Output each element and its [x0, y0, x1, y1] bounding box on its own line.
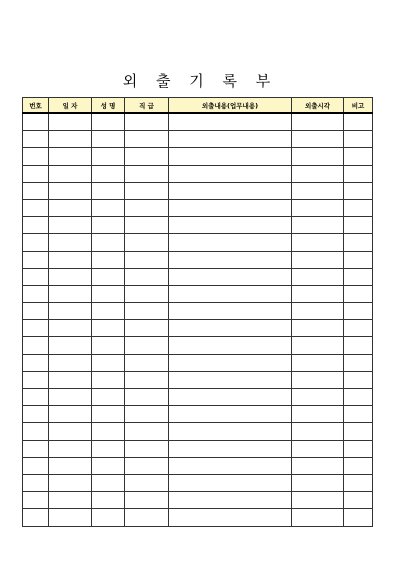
table-row — [23, 354, 373, 371]
cell-content[interactable] — [169, 285, 292, 302]
cell-rank[interactable] — [125, 268, 169, 285]
cell-rank[interactable] — [125, 182, 169, 199]
cell-time[interactable] — [292, 440, 344, 457]
column-header-time: 외출시각 — [292, 98, 344, 114]
column-header-no: 번호 — [23, 98, 49, 114]
cell-rank[interactable] — [125, 440, 169, 457]
cell-date[interactable] — [49, 492, 92, 509]
cell-rank[interactable] — [125, 131, 169, 148]
table-row — [23, 268, 373, 285]
cell-time[interactable] — [292, 131, 344, 148]
cell-no[interactable] — [23, 148, 49, 165]
cell-date[interactable] — [49, 509, 92, 526]
cell-time[interactable] — [292, 113, 344, 131]
cell-content[interactable] — [169, 474, 292, 491]
cell-content[interactable] — [169, 251, 292, 268]
cell-note[interactable] — [344, 509, 373, 526]
cell-time[interactable] — [292, 509, 344, 526]
cell-no[interactable] — [23, 234, 49, 251]
cell-rank[interactable] — [125, 199, 169, 216]
cell-date[interactable] — [49, 320, 92, 337]
cell-content[interactable] — [169, 492, 292, 509]
cell-date[interactable] — [49, 199, 92, 216]
table-row — [23, 371, 373, 388]
cell-rank[interactable] — [125, 474, 169, 491]
cell-time[interactable] — [292, 234, 344, 251]
column-header-content: 외출내용(업무내용) — [169, 98, 292, 114]
cell-rank[interactable] — [125, 251, 169, 268]
cell-rank[interactable] — [125, 354, 169, 371]
cell-name[interactable] — [92, 303, 125, 320]
cell-rank[interactable] — [125, 234, 169, 251]
cell-content[interactable] — [169, 354, 292, 371]
table-row — [23, 320, 373, 337]
cell-rank[interactable] — [125, 303, 169, 320]
cell-content[interactable] — [169, 457, 292, 474]
cell-no[interactable] — [23, 492, 49, 509]
cell-rank[interactable] — [125, 509, 169, 526]
cell-name[interactable] — [92, 182, 125, 199]
cell-no[interactable] — [23, 389, 49, 406]
cell-name[interactable] — [92, 492, 125, 509]
cell-content[interactable] — [169, 234, 292, 251]
cell-note[interactable] — [344, 440, 373, 457]
cell-content[interactable] — [169, 337, 292, 354]
cell-note[interactable] — [344, 234, 373, 251]
column-header-name: 성 명 — [92, 98, 125, 114]
cell-no[interactable] — [23, 113, 49, 131]
table-row — [23, 389, 373, 406]
page-title: 외 출 기 록 부 — [122, 72, 278, 90]
cell-name[interactable] — [92, 148, 125, 165]
cell-date[interactable] — [49, 165, 92, 182]
cell-content[interactable] — [169, 371, 292, 388]
table-row — [23, 303, 373, 320]
cell-time[interactable] — [292, 423, 344, 440]
cell-content[interactable] — [169, 131, 292, 148]
cell-no[interactable] — [23, 474, 49, 491]
cell-name[interactable] — [92, 423, 125, 440]
cell-no[interactable] — [23, 406, 49, 423]
table-row — [23, 131, 373, 148]
cell-name[interactable] — [92, 474, 125, 491]
cell-content[interactable] — [169, 509, 292, 526]
cell-date[interactable] — [49, 268, 92, 285]
cell-no[interactable] — [23, 285, 49, 302]
cell-no[interactable] — [23, 217, 49, 234]
cell-rank[interactable] — [125, 371, 169, 388]
table-row — [23, 251, 373, 268]
cell-name[interactable] — [92, 440, 125, 457]
cell-date[interactable] — [49, 303, 92, 320]
cell-name[interactable] — [92, 234, 125, 251]
cell-content[interactable] — [169, 320, 292, 337]
cell-name[interactable] — [92, 371, 125, 388]
cell-no[interactable] — [23, 371, 49, 388]
cell-rank[interactable] — [125, 337, 169, 354]
cell-name[interactable] — [92, 251, 125, 268]
table-row — [23, 165, 373, 182]
table-row — [23, 440, 373, 457]
cell-note[interactable] — [344, 285, 373, 302]
cell-content[interactable] — [169, 217, 292, 234]
cell-time[interactable] — [292, 406, 344, 423]
cell-note[interactable] — [344, 165, 373, 182]
table-row — [23, 234, 373, 251]
table-row — [23, 285, 373, 302]
cell-content[interactable] — [169, 440, 292, 457]
cell-date[interactable] — [49, 337, 92, 354]
cell-date[interactable] — [49, 148, 92, 165]
cell-note[interactable] — [344, 268, 373, 285]
cell-time[interactable] — [292, 217, 344, 234]
cell-date[interactable] — [49, 474, 92, 491]
cell-name[interactable] — [92, 285, 125, 302]
cell-no[interactable] — [23, 131, 49, 148]
cell-time[interactable] — [292, 371, 344, 388]
table-row — [23, 457, 373, 474]
cell-name[interactable] — [92, 337, 125, 354]
cell-name[interactable] — [92, 320, 125, 337]
cell-no[interactable] — [23, 199, 49, 216]
cell-name[interactable] — [92, 389, 125, 406]
cell-no[interactable] — [23, 457, 49, 474]
cell-time[interactable] — [292, 492, 344, 509]
table-row — [23, 509, 373, 526]
cell-date[interactable] — [49, 371, 92, 388]
cell-date[interactable] — [49, 457, 92, 474]
cell-time[interactable] — [292, 389, 344, 406]
cell-note[interactable] — [344, 457, 373, 474]
cell-no[interactable] — [23, 251, 49, 268]
table-row — [23, 148, 373, 165]
cell-content[interactable] — [169, 182, 292, 199]
cell-content[interactable] — [169, 423, 292, 440]
cell-rank[interactable] — [125, 457, 169, 474]
cell-rank[interactable] — [125, 423, 169, 440]
cell-no[interactable] — [23, 303, 49, 320]
cell-content[interactable] — [169, 268, 292, 285]
cell-date[interactable] — [49, 182, 92, 199]
cell-date[interactable] — [49, 251, 92, 268]
cell-date[interactable] — [49, 217, 92, 234]
cell-content[interactable] — [169, 199, 292, 216]
cell-note[interactable] — [344, 199, 373, 216]
cell-note[interactable] — [344, 251, 373, 268]
cell-name[interactable] — [92, 131, 125, 148]
cell-note[interactable] — [344, 320, 373, 337]
column-header-date: 일 자 — [49, 98, 92, 114]
cell-date[interactable] — [49, 285, 92, 302]
column-header-rank: 직 급 — [125, 98, 169, 114]
cell-time[interactable] — [292, 148, 344, 165]
cell-content[interactable] — [169, 303, 292, 320]
cell-name[interactable] — [92, 165, 125, 182]
cell-no[interactable] — [23, 337, 49, 354]
cell-date[interactable] — [49, 354, 92, 371]
table-row — [23, 199, 373, 216]
cell-note[interactable] — [344, 474, 373, 491]
cell-content[interactable] — [169, 148, 292, 165]
cell-note[interactable] — [344, 492, 373, 509]
cell-rank[interactable] — [125, 285, 169, 302]
cell-no[interactable] — [23, 354, 49, 371]
cell-rank[interactable] — [125, 320, 169, 337]
cell-no[interactable] — [23, 165, 49, 182]
cell-name[interactable] — [92, 457, 125, 474]
cell-no[interactable] — [23, 509, 49, 526]
cell-note[interactable] — [344, 113, 373, 131]
cell-content[interactable] — [169, 389, 292, 406]
cell-time[interactable] — [292, 285, 344, 302]
cell-note[interactable] — [344, 182, 373, 199]
cell-name[interactable] — [92, 113, 125, 131]
cell-date[interactable] — [49, 440, 92, 457]
cell-note[interactable] — [344, 354, 373, 371]
table-row — [23, 182, 373, 199]
cell-time[interactable] — [292, 268, 344, 285]
table-row — [23, 492, 373, 509]
cell-no[interactable] — [23, 440, 49, 457]
cell-date[interactable] — [49, 234, 92, 251]
cell-note[interactable] — [344, 371, 373, 388]
cell-name[interactable] — [92, 406, 125, 423]
cell-time[interactable] — [292, 320, 344, 337]
table-row — [23, 113, 373, 131]
cell-content[interactable] — [169, 406, 292, 423]
cell-name[interactable] — [92, 509, 125, 526]
table-row — [23, 337, 373, 354]
table-row — [23, 423, 373, 440]
cell-note[interactable] — [344, 389, 373, 406]
cell-time[interactable] — [292, 165, 344, 182]
cell-note[interactable] — [344, 303, 373, 320]
cell-date[interactable] — [49, 406, 92, 423]
cell-time[interactable] — [292, 354, 344, 371]
cell-rank[interactable] — [125, 492, 169, 509]
cell-name[interactable] — [92, 354, 125, 371]
cell-time[interactable] — [292, 199, 344, 216]
table-row — [23, 217, 373, 234]
table-row — [23, 406, 373, 423]
cell-date[interactable] — [49, 389, 92, 406]
cell-rank[interactable] — [125, 113, 169, 131]
cell-note[interactable] — [344, 148, 373, 165]
cell-note[interactable] — [344, 406, 373, 423]
cell-note[interactable] — [344, 423, 373, 440]
table-body — [23, 113, 373, 526]
cell-time[interactable] — [292, 337, 344, 354]
cell-no[interactable] — [23, 423, 49, 440]
cell-date[interactable] — [49, 423, 92, 440]
cell-note[interactable] — [344, 337, 373, 354]
header-row — [23, 98, 373, 114]
cell-date[interactable] — [49, 113, 92, 131]
cell-no[interactable] — [23, 182, 49, 199]
cell-time[interactable] — [292, 474, 344, 491]
cell-date[interactable] — [49, 131, 92, 148]
cell-time[interactable] — [292, 457, 344, 474]
cell-note[interactable] — [344, 217, 373, 234]
cell-content[interactable] — [169, 113, 292, 131]
cell-time[interactable] — [292, 303, 344, 320]
cell-rank[interactable] — [125, 148, 169, 165]
cell-no[interactable] — [23, 268, 49, 285]
cell-time[interactable] — [292, 251, 344, 268]
cell-rank[interactable] — [125, 165, 169, 182]
table-row — [23, 474, 373, 491]
cell-rank[interactable] — [125, 406, 169, 423]
cell-name[interactable] — [92, 199, 125, 216]
cell-time[interactable] — [292, 182, 344, 199]
outing-record-table — [22, 97, 373, 527]
cell-note[interactable] — [344, 131, 373, 148]
cell-rank[interactable] — [125, 217, 169, 234]
cell-no[interactable] — [23, 320, 49, 337]
cell-name[interactable] — [92, 268, 125, 285]
cell-content[interactable] — [169, 165, 292, 182]
cell-rank[interactable] — [125, 389, 169, 406]
column-header-note: 비고 — [344, 98, 373, 114]
cell-name[interactable] — [92, 217, 125, 234]
